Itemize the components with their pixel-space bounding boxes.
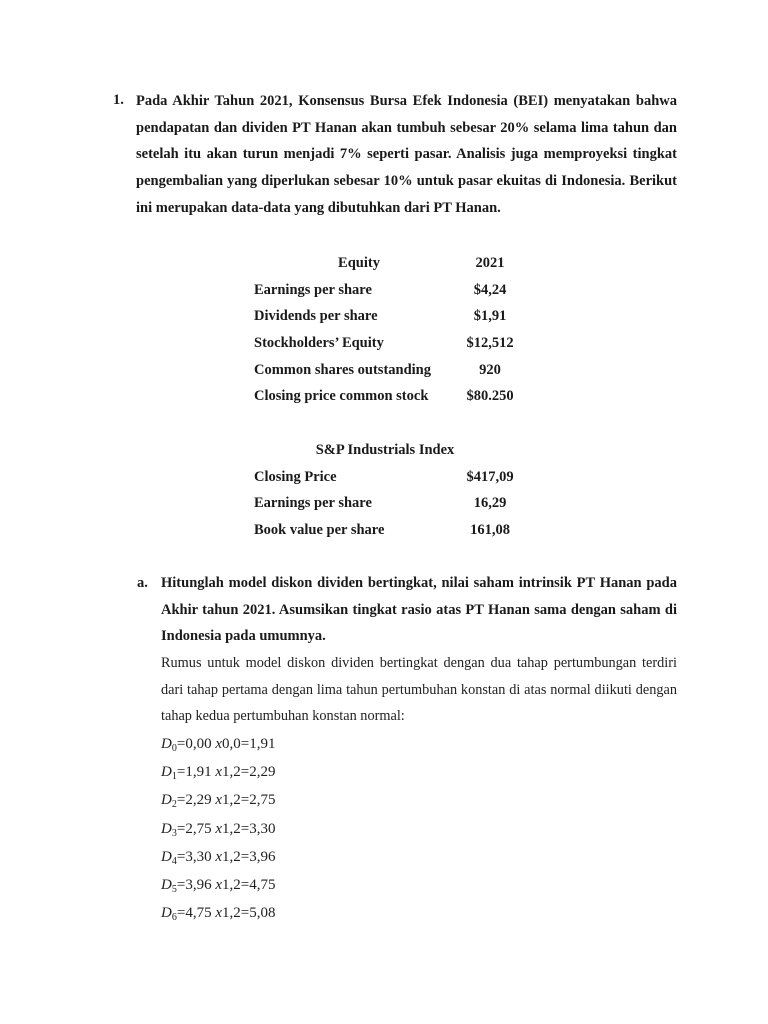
formula-factor: 1,2 xyxy=(221,792,241,809)
formula-factor: 1,2 xyxy=(221,877,241,894)
row-value: 16,29 xyxy=(473,495,507,512)
formula-operand: 2,75 xyxy=(185,820,212,837)
question-number: 1. xyxy=(113,92,124,108)
formula-factor: 1,2 xyxy=(221,848,241,865)
formula-line: $D_0=0,00$ x0,0=1,91 xyxy=(161,736,276,754)
question-text: Pada Akhir Tahun 2021, Konsensus Bursa Efek Indonesia (BEI) menyatakan bahwa pendapatan dan dividen PT Hanan akan tumbuh sebesar 20% selama lima tahun dan setelah itu akan turun menjadi 7% seperti pasar. Analisis juga memproyeksi tingkat pengembalian yang diperlukan sebesar 10% untuk pasar ekuitas di Indonesia. Berikut ini merupakan data-data yang dibutuhkan dari PT Hanan. xyxy=(136,93,677,216)
formula-symbol: D xyxy=(161,905,172,922)
formula-symbol: D xyxy=(161,820,172,837)
formula-factor: 1,2 xyxy=(221,820,241,837)
formula-operator: x xyxy=(215,820,222,837)
table-row xyxy=(254,517,516,544)
table-row xyxy=(254,490,516,517)
formula-line: $D_5=3,96$ x1,2=4,75 xyxy=(161,877,276,896)
row-label: Dividends per share xyxy=(254,308,378,325)
formula-subscript: 2 xyxy=(171,799,177,811)
row-label: Common shares outstanding xyxy=(254,361,431,378)
formula-operator: x xyxy=(215,905,222,922)
row-value: 161,08 xyxy=(470,521,510,538)
formula-operator: x xyxy=(215,764,222,781)
formula-factor: 1,2 xyxy=(221,905,241,922)
formula-list xyxy=(161,730,275,927)
equity-table xyxy=(254,250,516,410)
formula-operand: 1,91 xyxy=(185,764,212,781)
formula-factor: 0,0 xyxy=(221,736,241,752)
row-label: Closing Price xyxy=(254,468,337,485)
formula-operand: 0,00 xyxy=(185,736,212,752)
formula-operator: x xyxy=(215,877,222,894)
formula-line: $D_3=2,75$ x1,2=3,30 xyxy=(161,820,276,839)
formula-operator: x xyxy=(215,792,222,809)
table-row xyxy=(254,383,516,410)
table-row xyxy=(254,357,516,384)
table-row xyxy=(254,277,516,304)
row-label: Earnings per share xyxy=(254,281,372,298)
formula-result: 2,29 xyxy=(249,764,276,781)
formula-result: 4,75 xyxy=(249,877,276,894)
table-row xyxy=(254,464,516,491)
formula-result: 5,08 xyxy=(249,905,276,922)
row-label: Closing price common stock xyxy=(254,388,429,405)
equity-header-year: 2021 xyxy=(475,254,505,271)
formula-subscript: 5 xyxy=(171,884,177,896)
index-table-header-row xyxy=(254,437,516,464)
equity-header-label: Equity xyxy=(338,254,380,271)
formula-result: 1,91 xyxy=(249,736,276,752)
formula-subscript: 6 xyxy=(171,912,177,924)
row-value: $80.250 xyxy=(466,388,514,405)
formula-line: $D_6=4,75$ x1,2=5,08 xyxy=(161,905,276,924)
formula-symbol: D xyxy=(161,764,172,781)
table-row xyxy=(254,303,516,330)
formula-symbol: D xyxy=(161,736,172,752)
row-label: Earnings per share xyxy=(254,495,372,512)
formula-subscript: 3 xyxy=(171,827,177,839)
formula-result: 2,75 xyxy=(249,792,276,809)
formula-operand: 4,75 xyxy=(185,905,212,922)
formula-operand: 3,96 xyxy=(185,877,212,894)
sub-question-letter: a. xyxy=(137,575,148,591)
formula-subscript: 0 xyxy=(171,743,177,754)
table-row xyxy=(254,330,516,357)
sub-question-text: Hitunglah model diskon dividen bertingkat, nilai saham intrinsik PT Hanan pada Akhir tahun 2021. Asumsikan tingkat rasio atas PT Hanan sama dengan saham di Indonesia pada umumnya. xyxy=(161,575,677,645)
row-value: $12,512 xyxy=(466,334,514,351)
formula-result: 3,30 xyxy=(249,820,276,837)
formula-operand: 2,29 xyxy=(185,792,212,809)
index-header: S&P Industrials Index xyxy=(315,441,455,458)
index-table xyxy=(254,437,516,544)
row-value: $1,91 xyxy=(473,308,507,325)
formula-symbol: D xyxy=(161,877,172,894)
formula-subscript: 1 xyxy=(171,771,177,783)
row-label: Book value per share xyxy=(254,521,385,538)
equity-table-header-row xyxy=(254,250,516,277)
row-value: $4,24 xyxy=(473,281,507,298)
row-value: $417,09 xyxy=(466,468,514,485)
row-label: Stockholders’ Equity xyxy=(254,334,384,351)
formula-line: $D_4=3,30$ x1,2=3,96 xyxy=(161,848,276,867)
formula-factor: 1,2 xyxy=(221,764,241,781)
formula-operand: 3,30 xyxy=(185,848,212,865)
formula-symbol: D xyxy=(161,848,172,865)
formula-subscript: 4 xyxy=(171,855,177,867)
formula-operator: x xyxy=(215,848,222,865)
formula-result: 3,96 xyxy=(249,848,276,865)
formula-line: $D_2=2,29$ x1,2=2,75 xyxy=(161,792,276,811)
formula-symbol: D xyxy=(161,792,172,809)
answer-intro: Rumus untuk model diskon dividen bertingkat dengan dua tahap pertumbungan terdiri dari tahap pertama dengan lima tahun pertumbuhan konstan di atas normal diikuti dengan tahap kedua pertumbuhan konstan normal: xyxy=(161,655,677,725)
formula-operator: x xyxy=(215,736,222,752)
row-value: 920 xyxy=(479,361,501,378)
formula-line: $D_1=1,91$ x1,2=2,29 xyxy=(161,764,276,783)
